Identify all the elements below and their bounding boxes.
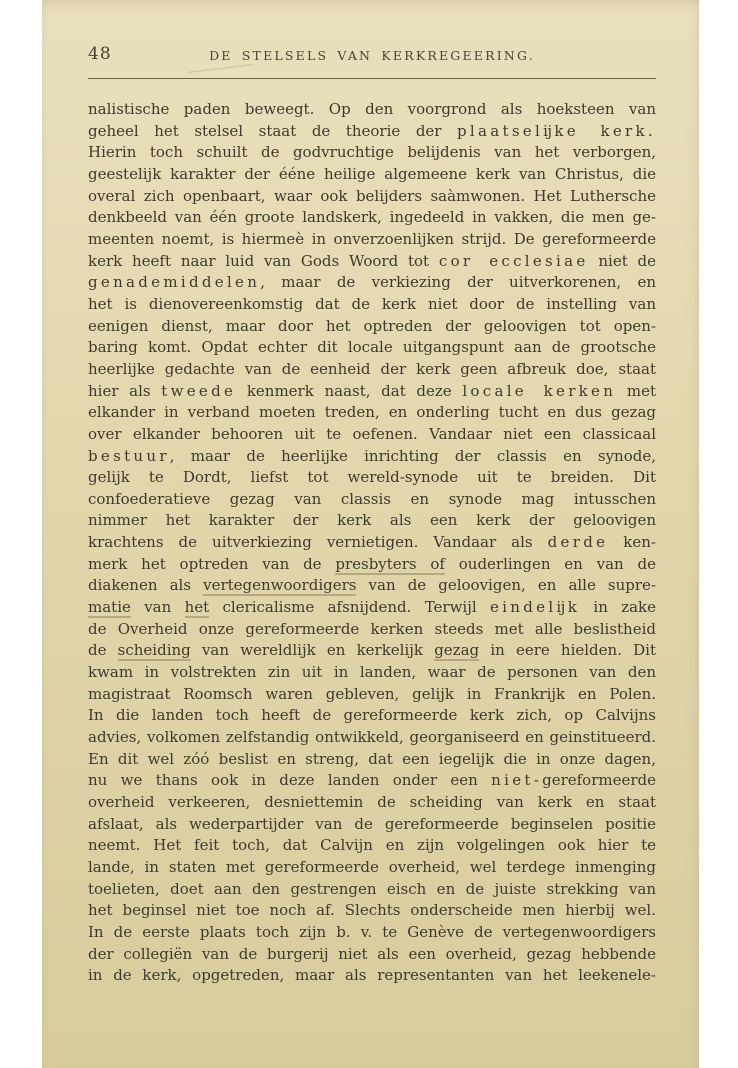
text-segment: magistraat Roomsch waren gebleven, gelijk in Frankrijk en Polen. <box>88 684 656 703</box>
text-line <box>88 922 656 944</box>
pencil-underlined-text: vertegenwoordigers <box>203 576 357 595</box>
text-segment: ken- <box>608 533 657 552</box>
text-segment: nalistische paden beweegt. Op den voorgrond als hoeksteen van <box>88 100 656 118</box>
text-segment: overal zich openbaart, waar ook belijders saàmwonen. Het Luthersche <box>88 186 656 205</box>
text-line <box>88 121 656 143</box>
text-line <box>88 489 656 511</box>
text-segment: nu we thans ook in deze landen onder een <box>88 771 492 790</box>
text-segment: in de kerk, opgetreden, maar als representanten van het leekenele- <box>88 966 656 985</box>
text-line <box>88 727 656 749</box>
text-segment: ouderlingen en van de <box>444 554 657 573</box>
text-line <box>88 510 656 532</box>
letterspaced-text: derde <box>547 533 609 552</box>
text-line <box>88 532 656 554</box>
text-line <box>88 554 656 576</box>
text-line <box>88 186 656 208</box>
text-segment: overheid verkeeren, desniettemin de scheiding van kerk en staat <box>88 793 656 811</box>
letterspaced-text: genademiddelen <box>88 273 261 292</box>
text-line <box>88 402 656 424</box>
text-line <box>88 446 656 468</box>
text-segment: gelijk te Dordt, liefst tot wereld-synode uit te breiden. Dit <box>88 468 656 487</box>
text-segment: lande, in staten met gereformeerde overheid, wel terdege inmenging <box>88 857 656 876</box>
text-segment: , maar de heerlijke inrichting der classis en synode, <box>169 446 656 465</box>
text-segment: der collegiën van de burgerij niet als een overheid, gezag hebbende <box>88 944 656 963</box>
header-rule <box>88 78 656 79</box>
text-line <box>88 770 656 792</box>
page-header <box>88 46 656 66</box>
text-line <box>88 684 656 706</box>
text-line <box>88 359 656 381</box>
text-segment: neemt. Het feit toch, dat Calvijn en zijn volgelingen ook hier te <box>88 836 656 855</box>
pencil-underlined-text: presbyters of <box>335 554 445 573</box>
text-segment: van <box>130 598 185 617</box>
text-line <box>88 792 656 814</box>
text-line <box>88 229 656 251</box>
letterspaced-text: bestuur <box>88 446 170 465</box>
text-segment: kwam in volstrekten zin uit in landen, waar de personen van den <box>88 663 656 682</box>
text-segment: elkander in verband moeten treden, en onderling tucht en dus gezag <box>88 403 656 422</box>
text-line <box>88 467 656 489</box>
text-segment: het beginsel niet toe noch af. Slechts onderscheide men hierbij wel. <box>88 901 656 920</box>
text-line <box>88 662 656 684</box>
letterspaced-text: eindelĳk <box>490 598 581 617</box>
text-segment: , maar de verkiezing der uitverkorenen, en <box>260 273 656 292</box>
text-segment: En dit wel zóó beslist en streng, dat een iegelijk die in onze dagen, <box>88 749 656 768</box>
text-segment: meenten noemt, is hiermeè in onverzoenlijken strijd. De gereformeerde <box>88 229 656 248</box>
text-segment: baring komt. Opdat echter dit locale uitgangspunt aan de grootsche <box>88 338 656 357</box>
text-segment: toelieten, doet aan den gestrengen eisch en de juiste strekking van <box>88 879 656 898</box>
text-segment: gereformeerde <box>542 771 656 790</box>
letterspaced-text: locale kerken <box>462 381 617 400</box>
text-line <box>88 965 656 987</box>
text-segment: over elkander behooren uit te oefenen. Vandaar niet een classicaal <box>88 424 656 443</box>
text-line <box>88 619 656 641</box>
text-segment: in eere hielden. Dit <box>479 641 656 660</box>
text-segment: In die landen toch heeft de gereformeerde kerk zich, op Calvijns <box>88 706 656 725</box>
text-segment: afslaat, als wederpartijder van de gereformeerde beginselen positie <box>88 814 656 833</box>
text-segment: de <box>88 641 118 660</box>
text-segment: geestelijk karakter der ééne heilige algemeene kerk van Christus, die <box>88 164 656 183</box>
text-line <box>88 337 656 359</box>
text-line <box>88 835 656 857</box>
text-segment: heerlijke gedachte van de eenheid der kerk geen afbreuk doe, staat <box>88 359 656 378</box>
letterspaced-text: plaatselĳke kerk. <box>457 121 656 140</box>
text-segment: eenigen dienst, maar door het optreden der geloovigen tot open- <box>88 316 656 335</box>
pencil-underlined-text: gezag <box>434 641 480 660</box>
text-segment: kerk heeft naar luid van Gods Woord tot <box>88 251 439 270</box>
text-line <box>88 164 656 186</box>
text-line <box>88 705 656 727</box>
text-line <box>88 207 656 229</box>
text-segment: geheel het stelsel staat de theorie der <box>88 121 457 140</box>
text-segment: in zake <box>580 598 657 617</box>
text-segment: nimmer het karakter der kerk als een kerk der geloovigen <box>88 511 656 530</box>
paper-sheet <box>42 0 699 1068</box>
running-header-title: DE STELSELS VAN KERKREGEERING. <box>209 48 535 63</box>
text-segment: confoederatieve gezag van classis en synode mag intusschen <box>88 489 656 508</box>
text-line <box>88 944 656 966</box>
text-line <box>88 381 656 403</box>
text-segment: de Overheid onze gereformeerde kerken steeds met alle beslistheid <box>88 619 656 638</box>
pencil-underlined-text: matie <box>88 598 131 617</box>
text-segment: met <box>616 381 656 400</box>
text-segment: diakenen als <box>88 576 204 595</box>
text-segment: van wereldlijk en kerkelijk <box>190 641 435 660</box>
text-line <box>88 272 656 294</box>
text-line <box>88 900 656 922</box>
text-segment: niet de <box>588 251 656 270</box>
text-line <box>88 879 656 901</box>
text-segment: In de eerste plaats toch zijn b. v. te Genève de vertegenwoordigers <box>88 922 656 941</box>
text-segment: denkbeeld van één groote landskerk, ingedeeld in vakken, die men ge- <box>88 208 656 227</box>
text-segment: merk het optreden van de <box>88 554 336 573</box>
pencil-underlined-text: het <box>184 598 210 617</box>
letterspaced-text: tweede <box>161 381 237 400</box>
text-segment: hier als <box>88 381 162 400</box>
text-line <box>88 749 656 771</box>
text-line <box>88 814 656 836</box>
text-line <box>88 142 656 164</box>
letterspaced-text: cor ecclesiae <box>438 251 589 270</box>
page-number: 48 <box>88 44 112 64</box>
text-line <box>88 251 656 273</box>
text-line <box>88 99 656 121</box>
text-segment: advies, volkomen zelfstandig ontwikkeld, georganiseerd en geinstitueerd. <box>88 728 656 747</box>
text-line <box>88 294 656 316</box>
text-line <box>88 316 656 338</box>
text-line <box>88 575 656 597</box>
pencil-underlined-text: scheiding <box>117 641 191 660</box>
text-segment: kenmerk naast, dat deze <box>236 381 463 400</box>
text-line <box>88 857 656 879</box>
text-segment: het is dienovereenkomstig dat de kerk niet door de instelling van <box>88 294 656 313</box>
text-segment: clericalisme afsnijdend. Terwijl <box>209 598 490 617</box>
text-line <box>88 424 656 446</box>
text-line <box>88 597 656 619</box>
body-text <box>88 99 656 987</box>
text-segment: krachtens de uitverkiezing vernietigen. Vandaar als <box>88 533 548 552</box>
text-line <box>88 640 656 662</box>
letterspaced-text: niet- <box>491 771 543 790</box>
text-segment: Hierin toch schuilt de godvruchtige belijdenis van het verborgen, <box>88 143 656 162</box>
text-segment: van de geloovigen, en alle supre- <box>356 576 656 595</box>
